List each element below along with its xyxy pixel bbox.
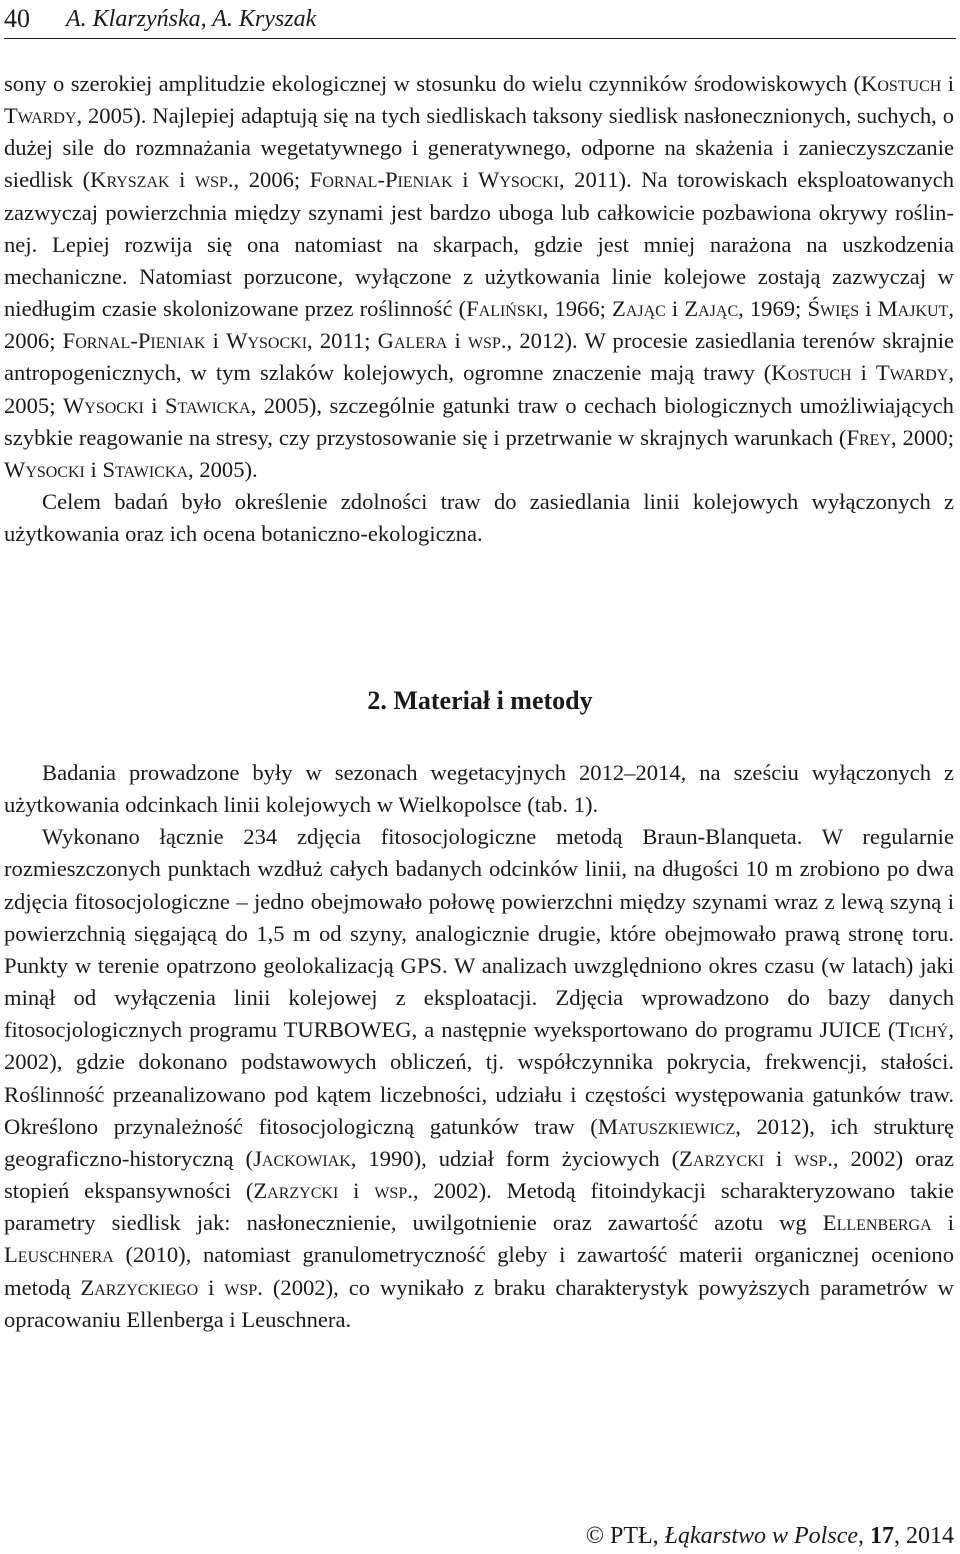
author-citation-name: Jackowiak [253, 1145, 351, 1171]
author-citation-name: Zając [612, 296, 666, 322]
methods-paragraph-procedure: Wykonano łącznie 234 zdjęcia fitosocjologiczne metodą Braun-Blanqueta. W regularnie rozmieszczonych punktach wzdłuż całych badanych odcinków linii, na długości 10 m zrobiono po dwa zdjęcia fitosocjologiczne – jedno obejmowało połowę powierzchni między szynami wraz z lewą szyną i powierzchnią sięgającą do 1,5 m od szyny, analogicznie drugie, które obejmowało prawą stronę toru. Punkty w terenie opatrzono geolokalizacją GPS. W analizach uwzględniono okres czasu (w latach) jaki minął od wyłączenia linii kolejowej z eksploatacji. Zdjęcia wprowadzono do bazy danych fitosocjologicznych programu TURBOWEG, a następnie wyeksportowano do programu JUICE (Tichý, 2002), gdzie dokonano podstawowych obliczeń, tj. współczynnika pokrycia, frekwencji, stałości. Roślinność przeanalizowano pod kątem liczebności, udziału i częstości występowania gatunków traw. Określono przynależność fitosocjologiczną gatunków traw (Matuszkiewicz, 2012), ich strukturę geograficzno-historyczną (Jackowiak, 1990), udział form życiowych (Zarzycki i wsp., 2002) oraz stopień ekspansywności (Zarzycki i wsp., 2002). Metodą fitoindykacji scharakteryzowano takie parametry siedlisk jak: nasłonecznienie, uwilgotnienie oraz zawartość azotu wg Ellenberga i Leuschnera (2010), natomiast granulometryczność gleby i zawartość materii organicznej oceniono metodą Zarzyckiego i wsp. (2002), co wynikało z braku charakterystyk powyższych parametrów w opracowaniu Ellenberga i Leuschnera. [4, 824, 955, 1332]
footer-journal-title: Łąkarstwo w Polsce [664, 1523, 858, 1549]
section-heading-materials-methods: 2. Materiał i metody [367, 686, 593, 715]
author-citation-name: Twardy [875, 360, 949, 386]
author-citation-name: Ellenberga [822, 1210, 932, 1236]
author-citation-name: wsp [374, 1178, 408, 1204]
author-citation-name: Kostuch [771, 360, 852, 386]
methods-paragraph-study-period: Badania prowadzone były w sezonach wegetacyjnych 2012–2014, na sześciu wyłączonych z użytkowania odcinkach linii kolejowych w Wielkopolsce (tab. 1). [4, 760, 954, 818]
author-citation-name: Wysocki [478, 167, 559, 193]
author-citation-name: Święs [807, 296, 860, 322]
author-citation-name: Zarzycki [679, 1145, 765, 1171]
author-citation-name: Majkut [877, 296, 949, 322]
author-citation-name: Fornal-Pieniak [309, 167, 453, 193]
author-citation-name: Frey [846, 424, 892, 450]
author-citation-name: Galera [377, 328, 448, 354]
author-citation-name: wsp [224, 1274, 258, 1300]
author-citation-name: Matuszkiewicz [597, 1113, 736, 1139]
author-citation-name: Wysocki [4, 456, 85, 482]
footer-copyright: © PTŁ, [585, 1523, 665, 1549]
author-citation-name: Faliński [466, 296, 543, 322]
author-citation-name: Stawicka [102, 456, 189, 482]
author-citation-name: wsp [194, 167, 228, 193]
footer-separator: , [858, 1523, 870, 1549]
author-citation-name: Tichý [895, 1017, 949, 1043]
author-citation-name: Wysocki [226, 328, 308, 354]
author-citation-name: Zarzycki [253, 1178, 339, 1204]
author-citation-name: wsp [467, 328, 501, 354]
footer-year: , 2014 [894, 1523, 954, 1549]
author-citation-name: wsp [794, 1145, 828, 1171]
author-citation-name: Twardy [4, 103, 77, 129]
author-citation-name: Zarzyckiego [80, 1274, 199, 1300]
methods-section [4, 757, 954, 1336]
author-citation-name: Stawicka [165, 392, 251, 418]
author-citation-name: Fornal-Pieniak [62, 328, 206, 354]
author-citation-name: Kostuch [861, 71, 942, 96]
intro-section [4, 68, 954, 550]
author-citation-name: Leuschnera [4, 1242, 114, 1268]
running-head-authors: A. Klarzyńska, A. Kryszak [66, 6, 317, 32]
page-footer [586, 1520, 954, 1552]
page-header [4, 2, 956, 39]
author-citation-name: Kryszak [90, 167, 170, 193]
author-citation-name: Zając [684, 296, 739, 322]
footer-volume: 17 [870, 1523, 894, 1549]
intro-paragraph-aim: Celem badań było określenie zdolności traw do zasiedlania linii kolejowych wyłączonych z użytkowania oraz ich ocena botaniczno-ekologiczna. [4, 489, 954, 547]
intro-paragraph-continued: sony o szerokiej amplitudzie ekologicznej w stosunku do wielu czynników środowiskowych (Kostuch i Twardy, 2005). Najlepiej adaptują się na tych siedliskach taksony siedlisk nasłonecznionych, suchych, o dużej sile do rozmnażania wegetatywnego i generatywnego, odporne na skażenia i zanieczyszczanie siedlisk (Kryszak i wsp., 2006; Fornal-Pieniak i Wysocki, 2011). Na torowiskach eksploatowanych zazwyczaj powierzchnia między szynami jest bardzo uboga lub całkowicie pozbawiona okrywy roślinnej. Lepiej rozwija się ona natomiast na skarpach, gdzie jest mniej narażona na uszkodzenia mechaniczne. Natomiast porzucone, wyłączone z użytkowania linie kolejowe zostają zazwyczaj w niedługim czasie skolonizowane przez roślinność (Faliński, 1966; Zając i Zając, 1969; Święs i Majkut, 2006; Fornal-Pieniak i Wysocki, 2011; Galera i wsp., 2012). W procesie zasiedlania terenów skrajnie antropogenicznych, w tym szlaków kolejowych, ogromne znaczenie mają trawy (Kostuch i Twardy, 2005; Wysocki i Stawicka, 2005), szczególnie gatunki traw o cechach biologicznych umożliwiających szybkie reagowanie na stresy, czy przystosowanie się i przetrwanie w skrajnych warunkach (Frey, 2000; Wysocki i Stawicka, 2005). [4, 71, 955, 482]
page-number: 40 [4, 4, 30, 33]
author-citation-name: Wysocki [62, 392, 144, 418]
